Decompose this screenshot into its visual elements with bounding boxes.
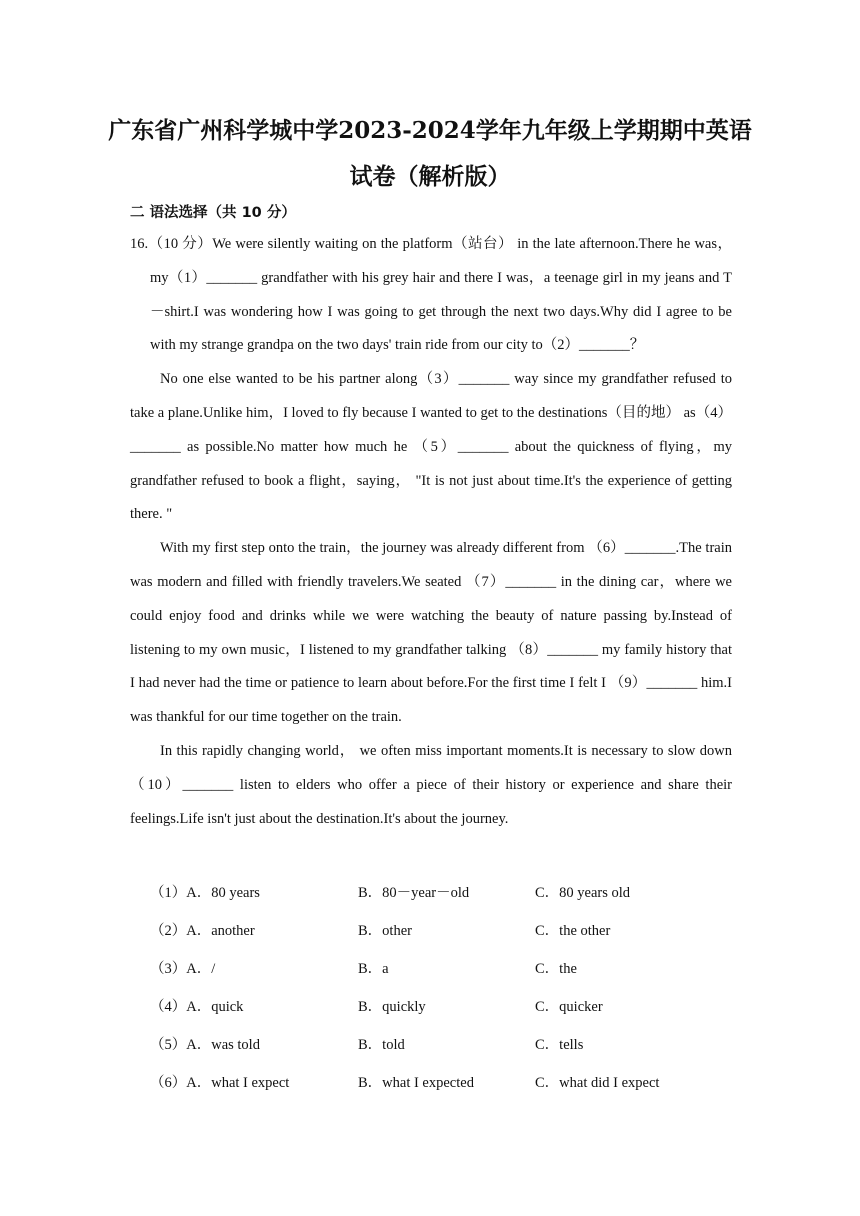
option-a: （6）A．what I expect	[150, 1074, 290, 1091]
option-a: （1）A．80 years	[150, 884, 260, 901]
option-c: C．the other	[535, 922, 611, 939]
option-c: C．quicker	[535, 998, 603, 1015]
passage	[130, 228, 732, 836]
passage-paragraph-1: 16.（10 分）We were silently waiting on the platform（站台） in the late afternoon.There he was，my（1）_______ grandfather with his grey hair and there I was，a teenage girl in my jeans and T－shirt.I was wondering how I was going to get through the next two days.Why did I agree to be with my strange grandpa on the two days' train ride from our city to（2）_______？	[130, 236, 732, 354]
option-b: B．a	[358, 960, 389, 977]
passage-paragraph-3: With my first step onto the train，the journey was already different from （6）_______.The train was modern and filled with friendly travelers.We seated （7）_______ in the dining car，where we could enjoy food and drinks while we were watching the beauty of nature passing by.Instead of listening to my own music，I listened to my grandfather talking （8）_______ my family history that I had never had the time or patience to learn about before.For the first time I felt I （9）_______ him.I was thankful for our time together on the train.	[130, 540, 732, 726]
option-a: （3）A．/	[150, 960, 216, 977]
option-a: （4）A．quick	[150, 998, 244, 1015]
option-row	[150, 910, 750, 948]
option-b: B．what I expected	[358, 1074, 474, 1091]
option-b: B．quickly	[358, 998, 426, 1015]
option-row	[150, 948, 750, 986]
answer-options	[150, 872, 750, 1100]
page-title: 广东省广州科学城中学2023-2024学年九年级上学期期中英语试卷（解析版）	[108, 117, 752, 190]
option-a: （2）A．another	[150, 922, 255, 939]
option-row	[150, 872, 750, 910]
option-b: B．80－year－old	[358, 884, 470, 901]
option-row	[150, 986, 750, 1024]
option-c: C．the	[535, 960, 577, 977]
option-c: C．80 years old	[535, 884, 631, 901]
option-row	[150, 1062, 750, 1100]
option-c: C．what did I expect	[535, 1074, 660, 1091]
option-row	[150, 1024, 750, 1062]
passage-paragraph-4: In this rapidly changing world， we often miss important moments.It is necessary to slow down（10）_______ listen to elders who offer a piece of their history or experience and share their feelings.Life isn't just about the destination.It's about the journey.	[130, 742, 732, 827]
option-c: C．tells	[535, 1036, 584, 1053]
section-heading: 二 语法选择（共 10 分）	[130, 205, 296, 221]
option-b: B．other	[358, 922, 412, 939]
option-b: B．told	[358, 1036, 405, 1053]
option-a: （5）A．was told	[150, 1036, 260, 1053]
passage-paragraph-2: No one else wanted to be his partner along（3）_______ way since my grandfather refused to take a plane.Unlike him，I loved to fly because I wanted to get to the destinations（目的地） as（4）_______ as possible.No matter how much he （5）_______ about the quickness of flying，my grandfather refused to book a flight，saying， "It is not just about time.It's the experience of getting there. "	[130, 371, 732, 523]
